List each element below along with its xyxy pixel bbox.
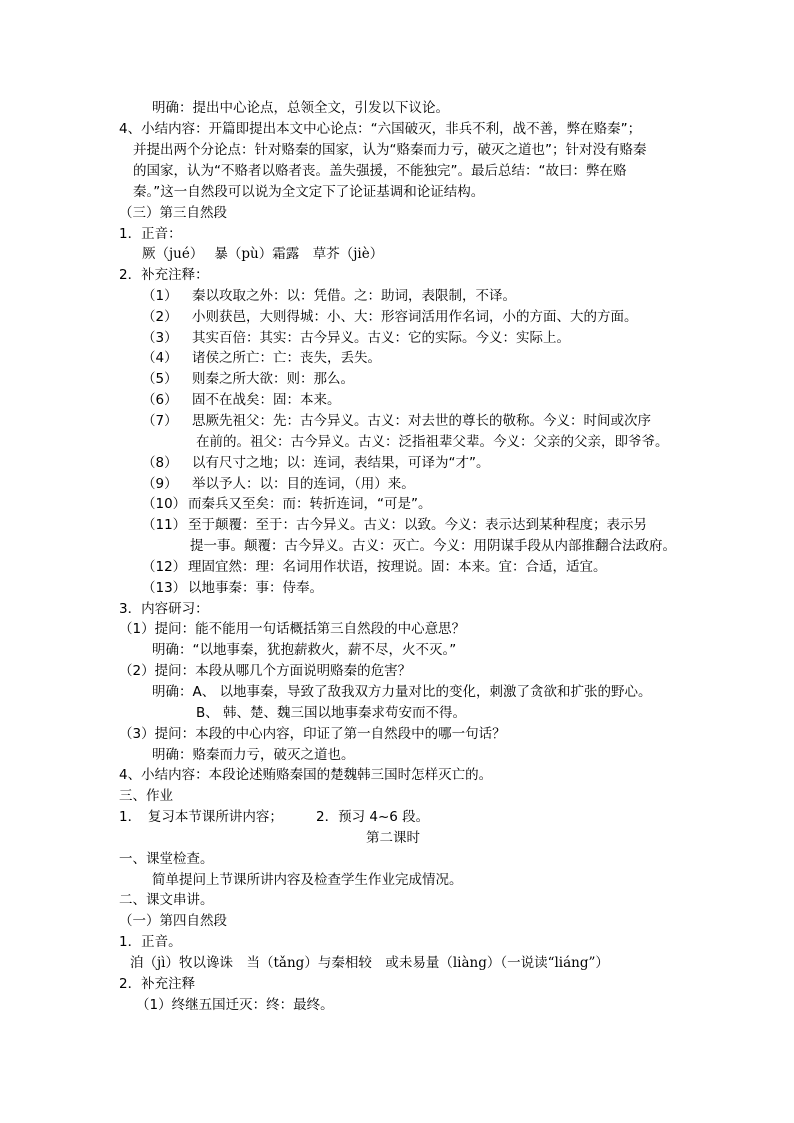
annotation-number: （4） [142, 350, 178, 366]
annotation-number: （10） [142, 496, 187, 512]
subheading: 1．正音。 [119, 934, 182, 950]
answer-line: 明确：“以地事秦，犹抱薪救火，薪不尽，火不灭。” [152, 642, 457, 658]
annotation-item [142, 515, 647, 535]
annotation-item [142, 307, 638, 327]
annotation-text: 以有尺寸之地；以：连词，表结果，可译为“才”。 [192, 455, 490, 471]
annotation-text: 思厥先祖父：先：古今异义。古义：对去世的尊长的敬称。今义：时间或次序 [192, 413, 651, 429]
annotation-text: 理固宜然：理：名词用作状语，按理说。固：本来。宜：合适，适宜。 [188, 559, 607, 575]
annotation-item [142, 578, 323, 598]
annotation-item [142, 494, 432, 514]
annotation-item [142, 369, 354, 389]
annotation-text: 诸侯之所亡：亡：丧失，丢失。 [192, 350, 381, 366]
annotation-number: （1） [142, 288, 178, 304]
annotation-item [142, 557, 607, 577]
lesson-title: 第二课时 [366, 830, 420, 846]
pronunciation-line: 厥（jué） 暴（pù）霜露 草芥（jiè） [142, 246, 384, 262]
subheading: 2．补充注释： [119, 267, 209, 283]
annotation-number: （13） [142, 580, 187, 596]
annotation-number: （8） [142, 455, 178, 471]
section-heading: （一）第四自然段 [119, 913, 227, 929]
text-line: 4、小结内容：开篇即提出本文中心论点：“六国破灭，非兵不利，战不善，弊在赂秦”； [119, 121, 642, 137]
annotation-text: 以地事秦：事：侍奉。 [188, 580, 323, 596]
annotation-item [142, 286, 516, 306]
section-heading: 三、作业 [119, 788, 173, 804]
annotation-number: （2） [142, 309, 178, 325]
annotation-item [142, 328, 570, 348]
annotation-number: （3） [142, 330, 178, 346]
annotation-item [142, 411, 651, 431]
annotation-text: 而秦兵又至矣：而：转折连词，“可是”。 [188, 496, 432, 512]
annotation-text: 至于颠覆：至于：古今异义。古义：以致。今义：表示达到某种程度；表示另 [188, 517, 647, 533]
subheading: 2．补充注释 [119, 976, 196, 992]
section-heading: 二、课文串讲。 [119, 892, 214, 908]
question-line: （1）提问：能不能用一句话概括第三自然段的中心意思？ [119, 621, 466, 637]
annotation-number: （5） [142, 371, 178, 387]
annotation-text: 秦以攻取之外：以：凭借。之：助词，表限制，不译。 [192, 288, 516, 304]
annotation-item [142, 390, 341, 410]
annotation-number: （7） [142, 413, 178, 429]
homework-item: 2．预习 4~6 段。 [316, 809, 430, 825]
subheading: 3．内容研习： [119, 601, 209, 617]
pronunciation-line: 洎（jì）牧以谗诛 当（tǎng）与秦相较 或未易量（liàng）（一说读“liáng”） [130, 955, 609, 971]
annotation-text: 其实百倍：其实：古今异义。古义：它的实际。今义：实际上。 [192, 330, 570, 346]
annotation-item [142, 453, 490, 473]
answer-line: B、 韩、楚、魏三国以地事秦求苟安而不得。 [196, 705, 467, 721]
question-line: （2）提问：本段从哪几个方面说明赂秦的危害？ [119, 663, 412, 679]
annotation-continuation: 在前的。祖父：古今异义。古义：泛指祖辈父辈。今义：父亲的父亲，即爷爷。 [196, 434, 669, 450]
subheading: 1．正音： [119, 226, 182, 242]
annotation-text: 举以予人：以：目的连词，（用）来。 [192, 476, 415, 492]
question-line: （3）提问：本段的中心内容，印证了第一自然段中的哪一句话？ [119, 726, 506, 742]
answer-line: 明确：赂秦而力亏，破灭之道也。 [152, 747, 355, 763]
annotation-number: （11） [142, 517, 187, 533]
annotation-text: 固不在战矣：固：本来。 [192, 392, 341, 408]
annotation-item: （1）终继五国迁灭：终：最终。 [136, 997, 334, 1013]
text-line: 并提出两个分论点：针对赂秦的国家，认为“赂秦而力亏，破灭之道也”；针对没有赂秦 [133, 142, 647, 158]
annotation-number: （12） [142, 559, 187, 575]
text-line: 4、小结内容：本段论述贿赂秦国的楚魏韩三国时怎样灭亡的。 [119, 767, 493, 783]
annotation-number: （9） [142, 476, 178, 492]
section-heading: 一、课堂检查。 [119, 851, 214, 867]
annotation-text: 小则获邑，大则得城：小、大：形容词活用作名词，小的方面、大的方面。 [192, 309, 638, 325]
text-line: 明确：提出中心论点，总领全文，引发以下议论。 [152, 100, 449, 116]
homework-item: 1． 复习本节课所讲内容； [119, 809, 283, 825]
section-heading: （三）第三自然段 [119, 205, 227, 221]
text-line: 秦。”这一自然段可以说为全文定下了论证基调和论证结构。 [133, 184, 485, 200]
annotation-text: 则秦之所大欲：则：那么。 [192, 371, 354, 387]
annotation-number: （6） [142, 392, 178, 408]
annotation-item [142, 474, 415, 494]
text-line: 简单提问上节课所讲内容及检查学生作业完成情况。 [152, 872, 463, 888]
answer-line: 明确：A、 以地事秦，导致了敌我双方力量对比的变化，刺激了贪欲和扩张的野心。 [152, 684, 652, 700]
annotation-continuation: 提一事。颠覆：古今异义。古义：灭亡。今义：用阴谋手段从内部推翻合法政府。 [190, 538, 676, 554]
annotation-item [142, 348, 381, 368]
text-line: 的国家，认为“不赂者以赂者丧。盖失强援，不能独完”。最后总结：“故曰：弊在赂 [133, 163, 627, 179]
